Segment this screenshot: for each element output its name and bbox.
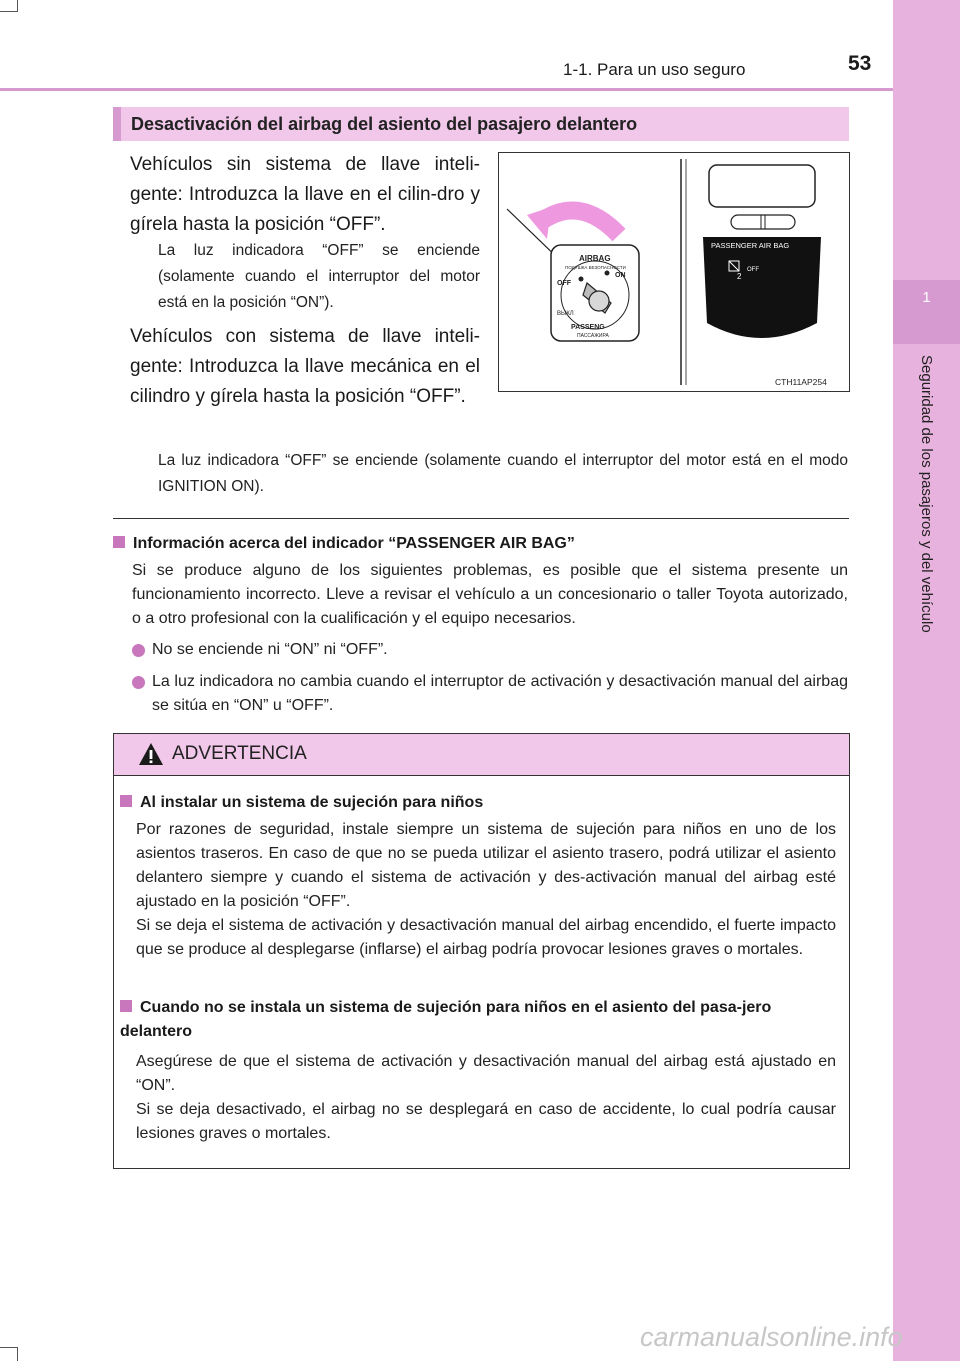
warning-item1-heading	[120, 794, 483, 812]
section-marker	[113, 107, 121, 141]
warning-item1-body: Por razones de seguridad, instale siempre un sistema de sujeción para niños en uno de los asientos traseros. En caso de que no se pueda utilizar el asiento trasero, podrá utilizar el asiento delantero siempre y cuando el sistema de activación y des-activación manual del airbag esté ajustado en la posición “OFF”.	[136, 821, 836, 910]
crop-mark	[0, 11, 18, 12]
switch-russian-top: ПОДУШКА БЕЗОПАСНОСТИ	[565, 265, 626, 270]
running-header: 1-1. Para un uso seguro	[563, 60, 746, 79]
warning-item2-heading-text: Cuando no se instala un sistema de sujeción para niños en el asiento del pasa-jero delantero	[120, 999, 772, 1040]
crop-mark	[17, 1347, 18, 1361]
switch-russian-off: ВЫКЛ	[557, 311, 574, 317]
warning-item1-body2: Si se deja el sistema de activación y desactivación manual del airbag encendido, el fuerte impacto que se produce al desplegarse (inflarse) el airbag podría provocar lesiones graves o mortales.	[136, 917, 836, 958]
round-bullet-icon	[132, 644, 145, 657]
warning-item2-body: Asegúrese de que el sistema de activación y desactivación manual del airbag está ajustado en “ON”.	[136, 1053, 836, 1094]
indicator-off-label: OFF	[747, 267, 759, 273]
square-bullet-icon	[120, 795, 132, 807]
section-title: Desactivación del airbag del asiento del pasajero delantero	[131, 114, 638, 134]
chapter-title: Seguridad de los pasajeros y del vehículo	[918, 355, 935, 633]
switch-off-label: OFF	[557, 280, 571, 287]
info-bullet-2: La luz indicadora no cambia cuando el interruptor de activación y desactivación manual del airbag se sitúa en “ON” u “OFF”.	[152, 673, 848, 714]
watermark: carmanualsonline.info	[640, 1322, 903, 1352]
note-off-indicator-1: La luz indicadora “OFF” se enciende (solamente cuando el interruptor del motor está en la posición “ON”).	[158, 242, 480, 311]
indicator-symbol-number: 2	[737, 272, 742, 281]
info-heading-text: Información acerca del indicador “PASSENGER AIR BAG”	[133, 535, 575, 552]
warning-box	[113, 733, 850, 1169]
warning-item2-heading	[120, 996, 840, 1044]
switch-on-label: ON	[615, 272, 626, 279]
paragraph-no-smart-key: Vehículos sin sistema de llave inteli-gente: Introduzca la llave en el cilin-dro y gírela hasta la posición “OFF”.	[130, 154, 480, 235]
warning-title: ADVERTENCIA	[172, 743, 307, 764]
section-separator	[113, 518, 849, 519]
crop-mark	[0, 1347, 18, 1348]
airbag-switch-figure	[498, 152, 850, 392]
warning-triangle-icon	[138, 742, 164, 766]
switch-russian-bottom: ПАССАЖИРА	[577, 333, 609, 339]
info-heading	[113, 535, 575, 553]
warning-item1-heading-text: Al instalar un sistema de sujeción para niños	[140, 794, 484, 811]
figure-code: CTH11AP254	[775, 377, 827, 387]
switch-airbag-label: AIRBAG	[579, 254, 611, 263]
info-body: Si se produce alguno de los siguientes problemas, es posible que el sistema presente un funcionamiento incorrecto. Lleve a revisar el vehículo a un concesionario o taller Toyota autorizado, o a otro profesional con la cualificación y el equipo necesarios.	[132, 562, 848, 627]
paragraph-smart-key: Vehículos con sistema de llave inteli-gente: Introduzca la llave mecánica en el cilindro y gírela hasta la posición “OFF”.	[130, 326, 480, 407]
square-bullet-icon	[113, 536, 125, 548]
round-bullet-icon	[132, 676, 145, 689]
crop-mark	[17, 0, 18, 12]
section-heading-bar	[113, 107, 849, 141]
warning-header	[114, 734, 849, 776]
indicator-label: PASSENGER AIR BAG	[711, 241, 790, 250]
square-bullet-icon	[120, 1000, 132, 1012]
note-off-indicator-2: La luz indicadora “OFF” se enciende (solamente cuando el interruptor del motor está en el modo IGNITION ON).	[158, 452, 848, 495]
page-number: 53	[848, 52, 872, 75]
header-rule	[0, 88, 893, 91]
airbag-switch-illustration	[499, 153, 849, 391]
switch-passenger-label: PASSENG	[571, 324, 605, 331]
warning-item2-body2: Si se deja desactivado, el airbag no se desplegará en caso de accidente, lo cual podría causar lesiones graves o mortales.	[136, 1101, 836, 1142]
info-bullet-1: No se enciende ni “ON” ni “OFF”.	[152, 641, 388, 658]
chapter-number: 1	[893, 280, 960, 344]
